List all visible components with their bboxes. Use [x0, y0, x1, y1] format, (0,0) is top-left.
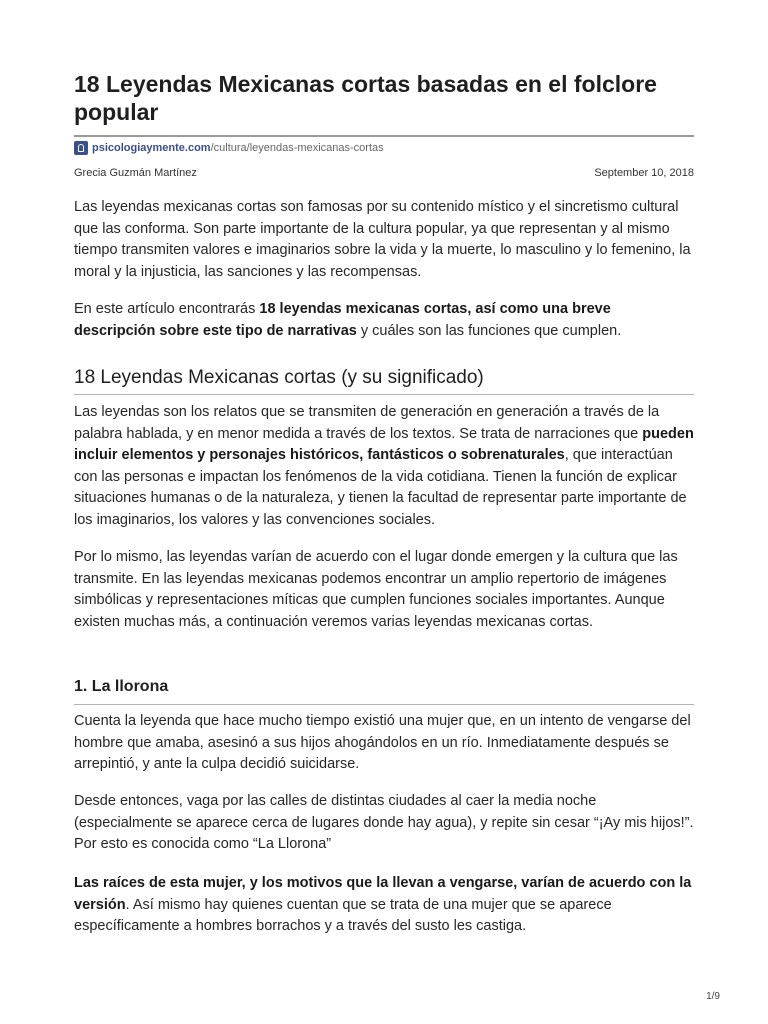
- page-number: 1/9: [706, 991, 720, 1002]
- publish-date: September 10, 2018: [594, 167, 694, 179]
- source-domain[interactable]: psicologiaymente.com: [92, 142, 211, 154]
- section-heading: 18 Leyendas Mexicanas cortas (y su significado): [74, 367, 484, 388]
- title-divider: [74, 135, 694, 137]
- source-link[interactable]: [74, 141, 384, 155]
- llorona-paragraph-3: Las raíces de esta mujer, y los motivos que la llevan a vengarse, varían de acuerdo con la versión. Así mismo hay quienes cuentan que se trata de una mujer que se aparece específicamente a hombres borrachos y a través del susto les castiga.: [74, 875, 692, 934]
- source-path[interactable]: /cultura/leyendas-mexicanas-cortas: [210, 142, 384, 154]
- section-paragraph-2: Por lo mismo, las leyendas varían de acuerdo con el lugar donde emergen y la cultura que las transmite. En las leyendas mexicanas podemos encontrar un amplio repertorio de imágenes simbólicas y representaciones míticas que cumplen funciones sociales importantes. Aunque existen muchas más, a continuación veremos varias leyendas mexicanas cortas.: [74, 549, 678, 630]
- article-title: 18 Leyendas Mexicanas cortas basadas en el folclore popular: [74, 71, 657, 125]
- article-meta: [74, 166, 694, 180]
- llorona-paragraph-1: Cuenta la leyenda que hace mucho tiempo existió una mujer que, en un intento de vengarse del hombre que amaba, asesinó a sus hijos ahogándolos en un río. Inmediatamente después se arrepintió, y ante la culpa decidió suicidarse.: [74, 713, 691, 772]
- sub-heading: 1. La llorona: [74, 678, 169, 695]
- section-highlight: pueden incluir elementos y personajes históricos, fantásticos o sobrenaturales: [74, 425, 694, 463]
- llorona-paragraph-2: Desde entonces, vaga por las calles de distintas ciudades al caer la media noche (especialmente se aparece cerca de lugares donde hay agua), y repite sin cesar “¡Ay mis hijos!”. Por esto es conocida como “La Llorona”: [74, 793, 694, 852]
- author-name: Grecia Guzmán Martínez: [74, 167, 197, 179]
- intro-highlight: 18 leyendas mexicanas cortas, así como una breve descripción sobre este tipo de narrativas: [74, 301, 611, 339]
- llorona-highlight: Las raíces de esta mujer, y los motivos que la llevan a vengarse, varían de acuerdo con la versión: [74, 875, 692, 913]
- section-paragraph-1: Las leyendas son los relatos que se transmiten de generación en generación a través de la palabra hablada, y en menor medida a través de los textos. Se trata de narraciones que pueden incluir elementos y personajes históricos, fantásticos o sobrenaturales, que interactúan con las personas e impactan los fenómenos de la vida cotidiana. Tienen la función de explicar situaciones humanas o de la naturaleza, y tienen la facultad de representar parte importante de los imaginarios, los valores y las convenciones sociales.: [74, 404, 694, 528]
- intro-paragraph-1: Las leyendas mexicanas cortas son famosas por su contenido místico y el sincretismo cultural que las conforma. Son parte importante de la cultura popular, ya que representan y al mismo tiempo transmiten valores e imaginarios sobre la vida y la muerte, lo masculino y lo femenino, la moral y la injusticia, las sanciones y las recompensas.: [74, 199, 691, 280]
- section-divider: [74, 394, 694, 395]
- sub-heading-divider: [74, 704, 694, 705]
- intro-paragraph-2: En este artículo encontrarás 18 leyendas mexicanas cortas, así como una breve descripción sobre este tipo de narrativas y cuáles son las funciones que cumplen.: [74, 301, 622, 339]
- site-favicon-icon: [74, 141, 88, 155]
